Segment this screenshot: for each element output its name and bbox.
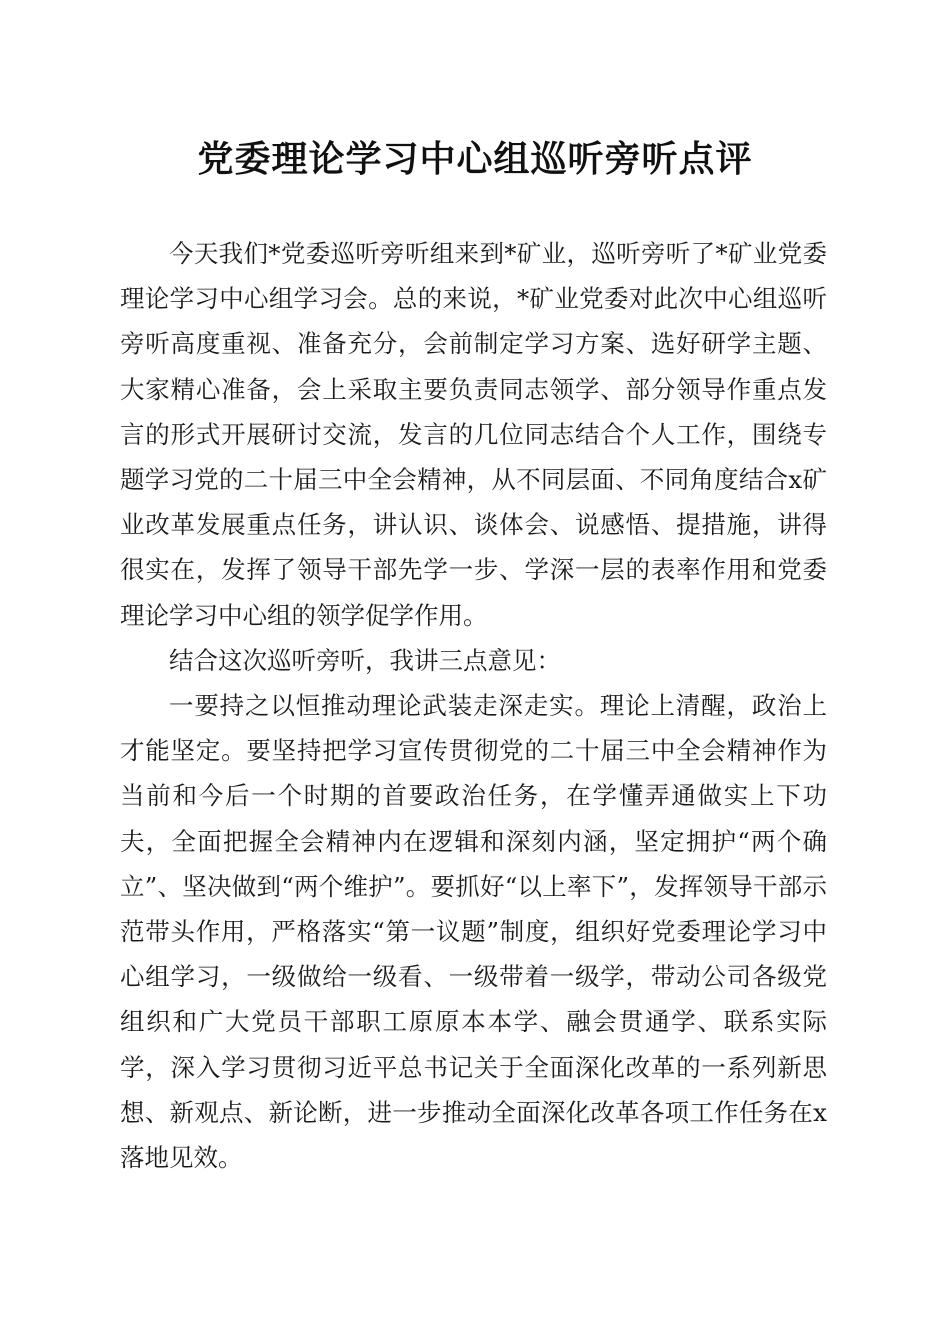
- paragraph-opinions-lead: 结合这次巡听旁听，我讲三点意见：: [169, 645, 561, 675]
- paragraph-intro: 今天我们*党委巡听旁听组来到*矿业，巡听旁听了*矿业党委理论学习中心组学习会。总的来说，*矿业党委对此次中心组巡听旁听高度重视、准备充分，会前制定学习方案、选好研学主题、大家精心准备，会上采取主要负责同志领学、部分领导作重点发言的形式开展研讨交流，发言的几位同志结合个人工作，围绕专题学习党的二十届三中全会精神，从不同层面、不同角度结合x矿业改革发展重点任务，讲认识、谈体会、说感悟、提措施，讲得很实在，发挥了领导干部先学一步、学深一层的表率作用和党委理论学习中心组的领学促学作用。: [120, 239, 827, 630]
- paragraph-point-one: 一要持之以恒推动理论武装走深走实。理论上清醒，政治上才能坚定。要坚持把学习宣传贯彻党的二十届三中全会精神作为当前和今后一个时期的首要政治任务，在学懂弄通做实上下功夫，全面把握全会精神内在逻辑和深刻内涵，坚定拥护“两个确立”、坚决做到“两个维护”。要抓好“以上率下”，发挥领导干部示范带头作用，严格落实“第一议题”制度，组织好党委理论学习中心组学习，一级做给一级看、一级带着一级学，带动公司各级党组织和广大党员干部职工原原本本学、融会贯通学、联系实际学，深入学习贯彻习近平总书记关于全面深化改革的一系列新思想、新观点、新论断，进一步推动全面深化改革各项工作任务在x落地见效。: [120, 691, 827, 1173]
- document-title: 党委理论学习中心组巡听旁听点评: [197, 138, 753, 180]
- document-body: [120, 231, 827, 1180]
